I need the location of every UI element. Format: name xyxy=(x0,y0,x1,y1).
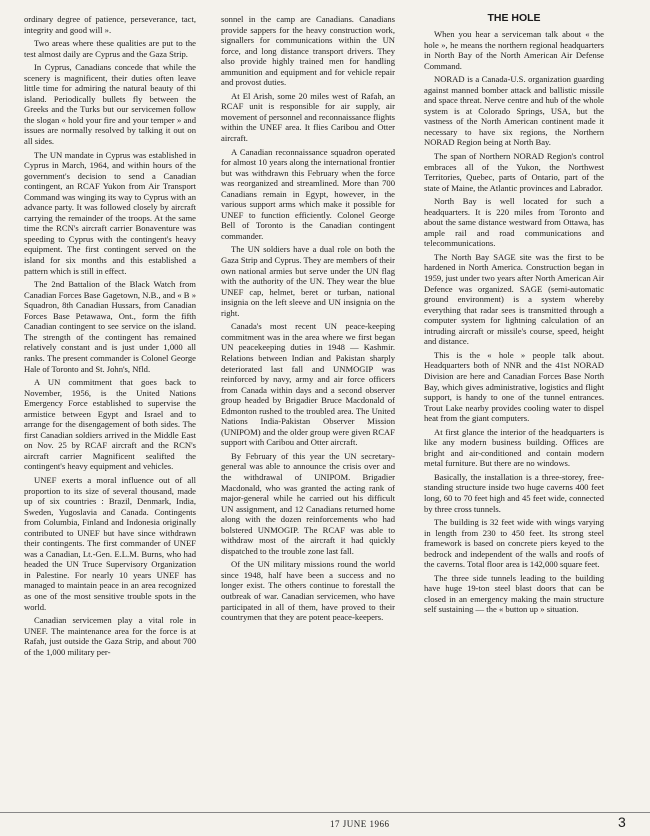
paragraph: By February of this year the UN secretary-general was able to announce the crisis over and the withdrawal of UNIPOM. Brigadier Macdonald, who was granted the acting rank of major-general while he carried out his difficult UN assignment, and 12 Canadians returned home along with the dozen reinforcements who had bolstered UNMOGIP. The RCAF was able to withdraw most of the aircraft it had quickly dispatched to the trouble zone last fall. xyxy=(221,450,395,556)
paragraph: UNEF exerts a moral influence out of all proportion to its size of several thousand, made up of six countries : Brazil, Denmark, India, Sweden, Yugoslavia and Canada. Contingents from Columbia, Finland and Indonesia originally contributed to UNEF but have since withdrawn their contingents. The first commander of UNEF was a Canadian, Lt.-Gen. E.L.M. Burns, who had headed the UN Truce Supervisory Organization in Palestine. For nearly 10 years UNEF has managed to maintain peace in an area recognized as one of the most sensitive trouble spots in the world. xyxy=(24,474,196,612)
paragraph: The span of Northern NORAD Region's control embraces all of the Yukon, the Northwest Territories, Quebec, parts of Ontario, part of the state of Maine, the Atlantic provinces and Labrador. xyxy=(424,151,604,193)
paragraph: When you hear a serviceman talk about « the hole », he means the northern regional headquarters in North Bay of the North American Air Defense Command. xyxy=(424,29,604,71)
footer-rule xyxy=(0,812,650,813)
paragraph: Canada's most recent UN peace-keeping commitment was in the area where we first began UN peacekeeping duties in 1948 — Kashmir. Relations between Indian and Pakistan sharply deteriorated last fall and UNMOGIP was reinforced by navy, army and air force officers from Canada within days and a second observer group headed by Brigadier Bruce Macdonald of Edmonton rushed to the troubled area. The United Nations India-Pakistan Observer Mission (UNIPOM) and the older group were given RCAF support with Caribou and Otter aircraft. xyxy=(221,321,395,448)
paragraph: The North Bay SAGE site was the first to be hardened in North America. Construction began in 1959, just under two years after North American Air Defence was organized. SAGE (semi-automatic ground environment) is a system whereby everything that radar sees is transmitted through a computer system for lightning calculation of an intruding aircraft or missile's course, speed, height and distance. xyxy=(424,251,604,347)
paragraph: Canadian servicemen play a vital role in UNEF. The maintenance area for the force is at Rafah, just outside the Gaza Strip, and about 700 of the 1,000 military per- xyxy=(24,615,196,657)
sidebar-article-the-hole xyxy=(424,12,604,618)
paragraph: A Canadian reconnaissance squadron operated for almost 10 years along the international frontier but was withdrawn this February when the force was reorganized and streamlined. More than 700 Canadians remain in Egypt, however, in the various support arms which make it possible for UNEF to function efficiently. Colonel George Bell of Toronto is the Canadian contingent commander. xyxy=(221,146,395,241)
paragraph: North Bay is well located for such a headquarters. It is 220 miles from Toronto and about the same distance westward from Ottawa, has ample rail and road communications and telecommunications. xyxy=(424,196,604,249)
paragraph: At first glance the interior of the headquarters is like any modern business building. Offices are bright and air-conditioned and contain modern metal furniture. But there are no windows. xyxy=(424,426,604,469)
paragraph: The 2nd Battalion of the Black Watch from Canadian Forces Base Gagetown, N.B., and « B » Squadron, 8th Canadian Hussars, from Canadian Forces Base Petawawa, Ont., form the fifth Canadian contingent to see service on the island. The strength of the contingent has remained relatively constant and is just under 1,000 all ranks. The present commander is Colonel George Hale of Toronto and St. John's, Nfld. xyxy=(24,279,196,374)
paragraph: This is the « hole » people talk about. Headquarters both of NNR and the 41st NORAD Division are here and Canadian Forces Base North Bay, which gives administrative, logistics and flight support, is handy to one of the tunnel entrances. Trout Lake nearby provides cooling water to dispel heat from the giant computers. xyxy=(424,349,604,424)
paragraph: ordinary degree of patience, perseverance, tact, integrity and good will ». xyxy=(24,14,196,35)
article-column-2 xyxy=(221,14,395,626)
paragraph: Two areas where these qualities are put to the test almost daily are Cyprus and the Gaza Strip. xyxy=(24,38,196,59)
paragraph: The three side tunnels leading to the building have huge 19-ton steel blast doors that can be closed in an emergency making the main structure self sustaining — the « button up » situation. xyxy=(424,572,604,615)
paragraph: Of the UN military missions round the world since 1948, half have been a success and no longer exist. The others continue to forestall the outbreak of war. Canadian servicemen, who have participated in all of them, have proved to their countrymen that they are potent peace-keepers. xyxy=(221,559,395,623)
article-column-1 xyxy=(24,14,196,660)
paragraph: NORAD is a Canada-U.S. organization guarding against manned bomber attack and ballistic missile and space threat. Nerve centre and hub of the whole system is at Colorado Springs, USA, but the vastness of the North American continent made it necessary to have six regions, the Northern NORAD Region being at North Bay. xyxy=(424,74,604,148)
paragraph: The UN soldiers have a dual role on both the Gaza Strip and Cyprus. They are members of their own national armies but serve under the UN flag with the authority of the UN. They wear the blue UNEF cap, helmet, beret or turban, national insignia on the left sleeve and UN insignia on the right. xyxy=(221,244,395,318)
paragraph: The building is 32 feet wide with wings varying in length from 230 to 450 feet. Its strong steel framework is based on concrete piers keyed to the bedrock and independent of the walls and roofs of the caverns. Total floor area is 142,000 square feet. xyxy=(424,517,604,570)
issue-date: 17 JUNE 1966 xyxy=(330,819,390,829)
section-heading: THE HOLE xyxy=(487,12,541,24)
paragraph: In Cyprus, Canadians concede that while the scenery is magnificent, their duties often leave little time for admiring the natural beauty of thi island. Periodically bullets fly between the Greeks and the Turks but our servicemen follow the slogan « hold your fire and your temper » and issues are normally resolved by talking it out on all sides. xyxy=(24,62,196,147)
paragraph: Basically, the installation is a three-storey, free-standing structure inside two huge caverns 400 feet long, 60 to 70 feet high and 45 feet wide, connected by three cross tunnels. xyxy=(424,471,604,514)
paragraph: The UN mandate in Cyprus was established in Cyprus in March, 1964, and within hours of the government's decision to send a Canadian contingent, an RCAF Yukon from Air Transport Command was winging its way to Cyprus with an advance party. It was followed closely by aircraft carrying the remainder of the troops. At the same time the RCN's aircraft carrier Bonaventure was speeding to Cyprus with the contingent's heavy equipment. The first contingent served on the island for six months and this established a pattern which is still in effect. xyxy=(24,149,196,276)
paragraph: sonnel in the camp are Canadians. Canadians provide sappers for the heavy construction work, signallers for communications within the UN force, and long distance transport drivers. They also provide highly trained men for handling ammunition and equipment and for vehicle repair and provost duties. xyxy=(221,14,395,88)
paragraph: At El Arish, some 20 miles west of Rafah, an RCAF unit is responsible for air supply, air movement of personnel and reconnaissance flights within the UNEF area. It flies Caribou and Otter aircraft. xyxy=(221,90,395,144)
page-number: 3 xyxy=(618,814,626,830)
paragraph: A UN commitment that goes back to November, 1956, is the United Nations Emergency Force established to supervise the armistice between Egypt and Israel and to arrange for the disengagement of both sides. The first Canadian soldiers arrived in the Middle East on Nov. 25 by RCAF aircraft and the RCN's aircraft carrier Magnificent sealifted the contingent's heavy equipment and vehicles. xyxy=(24,377,196,472)
